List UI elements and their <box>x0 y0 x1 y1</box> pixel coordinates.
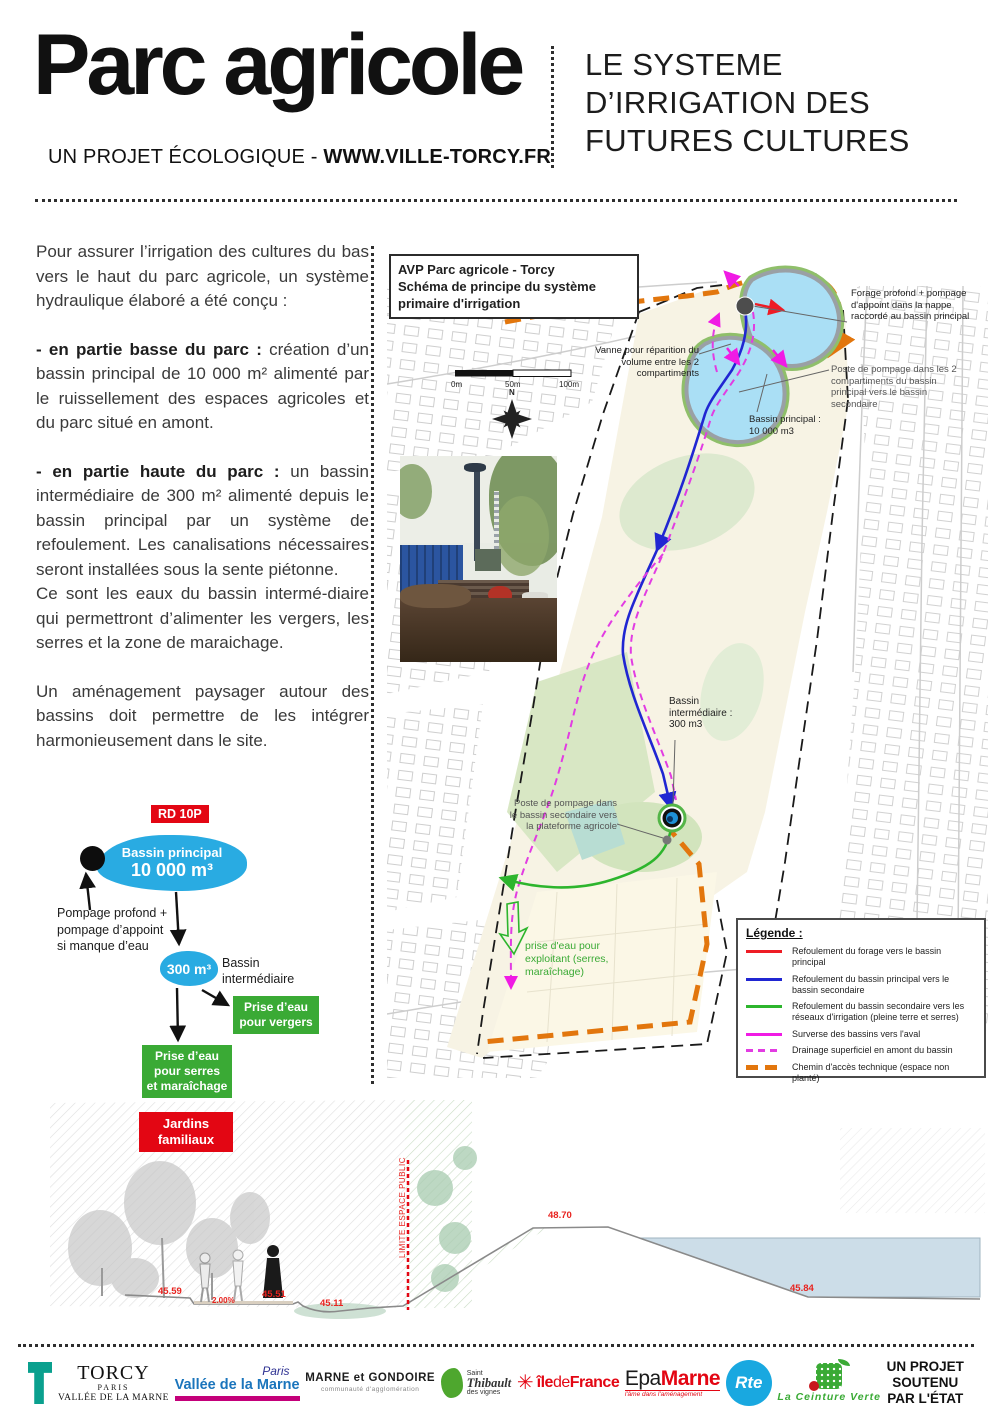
saint-thibault-leaf-icon <box>441 1368 463 1398</box>
partner-logos <box>28 1352 964 1414</box>
legend-item: Refoulement du bassin principal vers le bassin secondaire <box>746 974 976 996</box>
column-divider <box>371 246 374 1084</box>
elevation-48-70: 48.70 <box>548 1210 572 1221</box>
annotation-vanne: Vanne pour réparition du volume entre les 2 compartiments <box>595 345 699 379</box>
jardins-familiaux-box: Jardins familiaux <box>139 1112 233 1152</box>
legend-title: Légende : <box>746 926 803 940</box>
annotation-bassin-intermediaire: Bassin intermédiaire : 300 m3 <box>669 696 733 730</box>
intro-paragraph-2: - en partie basse du parc : création d’un bassin principal de 10 000 m² alimenté par le ruissellement des espaces agricoles et du parc situé en amont. <box>36 339 369 432</box>
legend-swatch-red <box>746 950 782 953</box>
bassin-intermediaire-label: Bassin intermédiaire <box>222 956 295 986</box>
annotation-poste-pompage-2: Poste de pompage dans le bassin secondaire vers la plateforme agricole <box>509 798 617 832</box>
logo-ceinture-verte: La Ceinture Verte <box>777 1363 881 1403</box>
website-link[interactable]: WWW.VILLE-TORCY.FR <box>323 146 552 168</box>
etat-support-text: UN PROJET SOUTENU PAR L'ÉTAT <box>886 1359 964 1406</box>
logo-marne-gondoire: MARNE et GONDOIRE communauté d'agglomération <box>305 1372 436 1393</box>
torcy-t-icon <box>28 1362 52 1404</box>
footer-separator <box>18 1344 974 1347</box>
legend-item: Chemin d'accès technique (espace non planté) <box>746 1062 976 1084</box>
legend-swatch-magenta <box>746 1033 782 1036</box>
pompage-dot <box>80 846 105 871</box>
logo-rte: Rte <box>726 1360 772 1406</box>
compass-north-label: N <box>509 388 515 397</box>
legend-item: Refoulement du bassin secondaire vers les réseaux d'irrigation (pleine terre et serres) <box>746 1001 976 1023</box>
apple-icon <box>809 1381 819 1391</box>
leaf-icon <box>838 1359 850 1366</box>
top-separator <box>35 199 957 202</box>
map-legend <box>736 918 986 1083</box>
annotation-bassin-principal: Bassin principal : 10 000 m3 <box>749 414 821 437</box>
pompage-note: Pompage profond + pompage d’appoint si manque d’eau <box>57 906 168 953</box>
bassin-principal-name: Bassin principal <box>121 845 223 860</box>
logo-ile-de-france: ✳ îledeFrance <box>516 1372 620 1394</box>
legend-item: Refoulement du forage vers le bassin principal <box>746 946 976 968</box>
prise-eau-vergers-box: Prise d’eau pour vergers <box>233 996 319 1034</box>
header-right-title: LE SYSTEME D’IRRIGATION DES FUTURES CULTURES <box>585 47 910 158</box>
intro-paragraph-4: Un aménagement paysager autour des bassins doit permettre de les intégrer harmonieusement dans le site. <box>36 681 369 750</box>
ceinture-verte-icon <box>816 1363 842 1389</box>
rd10p-label: RD 10P <box>151 805 209 823</box>
bassin-principal-shape <box>97 835 247 891</box>
construction-photo <box>400 456 557 662</box>
annotation-forage: Forage profond + pompage d'appoint dans la nappe raccordé au bassin principal <box>851 288 970 322</box>
legend-item: Surverse des bassins vers l'aval <box>746 1029 976 1040</box>
intro-text <box>36 240 369 777</box>
logo-paris-vallee-marne: Paris Vallée de la Marne <box>175 1365 300 1401</box>
pvdm-bar <box>175 1396 300 1401</box>
scale-100m: 100m <box>559 380 580 389</box>
limite-espace-public-label: LIMITE ESPACE PUBLIC <box>398 1157 407 1258</box>
map-title-box: AVP Parc agricole - Torcy Schéma de principe du système primaire d'irrigation <box>389 254 639 319</box>
intro-paragraph-3b: Ce sont les eaux du bassin intermé-diaire qui permettront d’alimenter les vergers, les serres et la zone de maraichage. <box>36 584 369 652</box>
legend-swatch-green <box>746 1005 782 1008</box>
prise-eau-serres-box: Prise d’eau pour serres et maraîchage <box>142 1045 232 1098</box>
elevation-45-51: 45.51 <box>262 1289 286 1300</box>
elevation-45-84: 45.84 <box>790 1283 814 1294</box>
legend-swatch-orange-dashed <box>746 1065 782 1070</box>
annotation-prise-eau: prise d'eau pour exploitant (serres, maraîchage) <box>525 940 609 978</box>
header-divider <box>551 46 554 168</box>
scale-50m: 50m <box>505 380 521 389</box>
intro-paragraph-3: - en partie haute du parc : un bassin intermédiaire de 300 m² alimenté depuis le bassin principal par un système de refoulement. Les canalisations nécessaires seront installées sous la sente piétonne. <box>36 461 369 579</box>
idf-star-icon: ✳ <box>516 1372 534 1394</box>
intro-paragraph-1: Pour assurer l’irrigation des cultures du bas vers le haut du parc agricole, un système hydraulique élaboré a été conçu : <box>36 242 369 310</box>
bassin-intermediaire-shape: 300 m³ <box>160 951 218 986</box>
legend-swatch-magenta-dashed <box>746 1049 782 1052</box>
subtitle-text: UN PROJET ÉCOLOGIQUE - <box>48 146 324 168</box>
page-subtitle <box>48 146 551 169</box>
logo-saint-thibault: Saint Thibault des vignes <box>441 1368 511 1398</box>
legend-item: Drainage superficiel en amont du bassin <box>746 1045 976 1056</box>
slope-label: 2.00% <box>212 1296 235 1305</box>
elevation-45-11: 45.11 <box>320 1298 344 1309</box>
logo-torcy: TORCY PARIS VALLÉE DE LA MARNE <box>28 1362 169 1404</box>
elevation-45-59: 45.59 <box>158 1286 182 1297</box>
irrigation-map <box>387 252 988 1083</box>
logo-epamarne: EpaMarne l'âme dans l'aménagement <box>624 1366 721 1398</box>
bassin-principal-volume: 10 000 m³ <box>130 860 214 880</box>
scale-0m: 0m <box>451 380 463 389</box>
legend-swatch-blue <box>746 978 782 981</box>
annotation-poste-pompage-1: Poste de pompage dans les 2 compartiments du bassin principal vers le bassin secondaire <box>831 364 957 410</box>
page-title: Parc agricole <box>33 17 522 113</box>
